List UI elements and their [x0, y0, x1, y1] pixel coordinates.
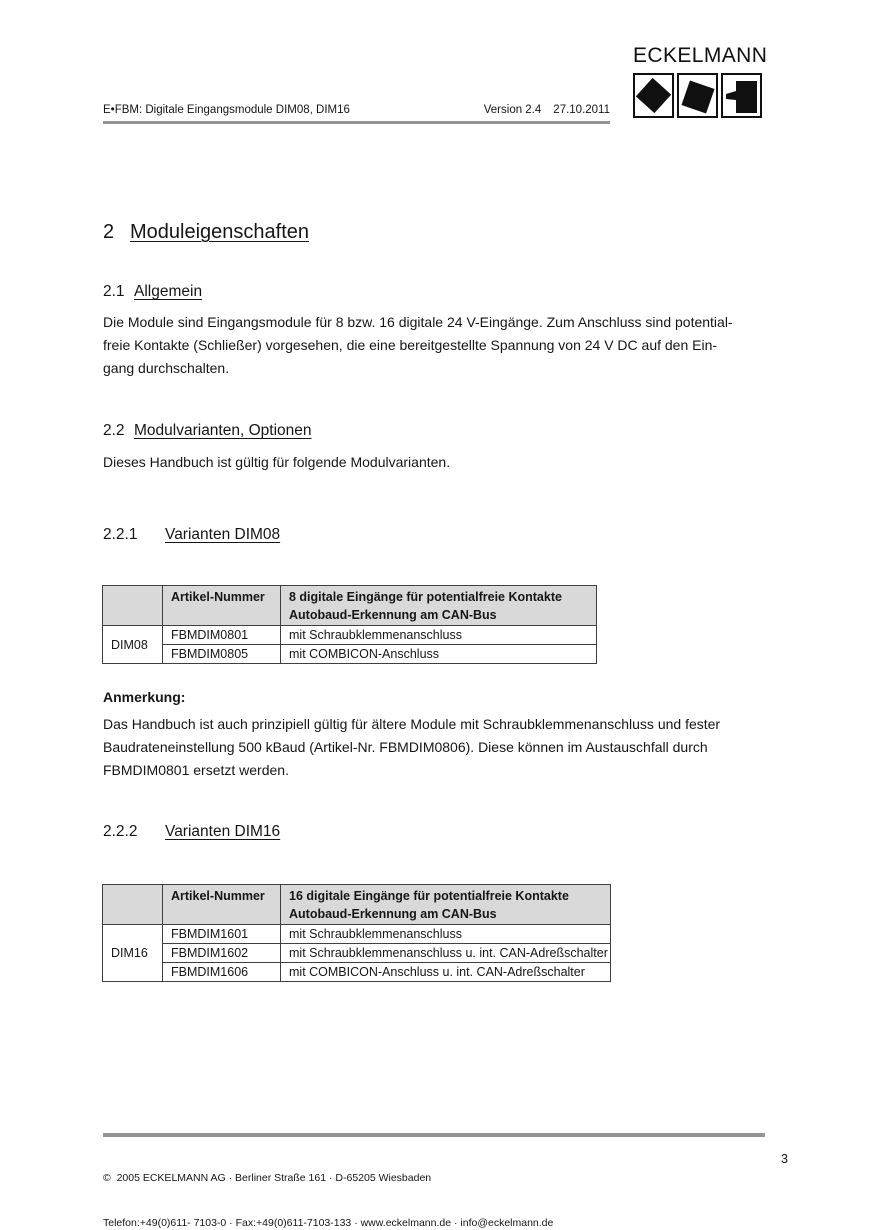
table-description-cell: mit COMBICON-Anschluss	[281, 645, 597, 664]
paragraph-line: Die Module sind Eingangsmodule für 8 bzw. 16 digitale 24 V-Eingänge. Zum Anschluss sind potential-	[103, 314, 733, 330]
heading-allgemein	[103, 282, 202, 302]
footer-rule	[103, 1133, 765, 1137]
logo-squares	[633, 73, 766, 118]
table-group-cell: DIM16	[103, 925, 163, 982]
heading-varianten-dim08	[103, 525, 280, 545]
paragraph-line: freie Kontakte (Schließer) vorgesehen, die eine bereitgestellte Spannung von 24 V DC auf den Ein-	[103, 337, 718, 353]
table-header-line1: 8 digitale Eingänge für potentialfreie Kontakte	[289, 590, 562, 604]
paragraph-line: Baudrateneinstellung 500 kBaud (Artikel-Nr. FBMDIM0806). Diese können im Austauschfall durch	[103, 739, 708, 755]
heading-number: 2	[103, 221, 115, 243]
table-header-empty-cell	[103, 885, 163, 925]
table-article-cell: FBMDIM1601	[163, 925, 281, 944]
logo-wordmark: ECKELMANN	[633, 44, 768, 67]
paragraph-note	[103, 713, 773, 782]
table-header-row	[103, 586, 597, 626]
table-header-line1: 16 digitale Eingänge für potentialfreie Kontakte	[289, 889, 569, 903]
page-number: 3	[781, 1152, 788, 1166]
table-header-empty-cell	[103, 586, 163, 626]
paragraph-allgemein	[103, 311, 773, 380]
heading-modulvarianten	[103, 421, 312, 441]
logo-square-rotated-20-icon	[677, 73, 718, 118]
table-header-description	[281, 586, 597, 626]
table-row	[103, 944, 611, 963]
table-row	[103, 963, 611, 982]
table-header-artikel-nummer: Artikel-Nummer	[163, 586, 281, 626]
table-header-line2: Autobaud-Erkennung am CAN-Bus	[289, 608, 497, 622]
logo-notched-square-icon	[721, 73, 762, 118]
table-header-row	[103, 885, 611, 925]
footer-contact-line: Telefon:+49(0)611- 7103-0 · Fax:+49(0)611-7103-133 · www.eckelmann.de · info@eckelmann.de	[103, 1217, 554, 1229]
paragraph-modulvarianten	[103, 451, 773, 474]
table-dim16-variants	[102, 884, 611, 982]
heading-number: 2.2	[103, 422, 125, 439]
heading-title: Varianten DIM08	[165, 526, 281, 543]
table-row	[103, 626, 597, 645]
header-date: 27.10.2011	[553, 104, 610, 116]
table-group-cell: DIM08	[103, 626, 163, 664]
paragraph-line: FBMDIM0801 ersetzt werden.	[103, 762, 289, 778]
table-description-cell: mit Schraubklemmenanschluss u. int. CAN-Adreßschalter	[281, 944, 611, 963]
table-description-cell: mit Schraubklemmenanschluss	[281, 626, 597, 645]
table-row	[103, 925, 611, 944]
table-description-cell: mit Schraubklemmenanschluss	[281, 925, 611, 944]
table-article-cell: FBMDIM0801	[163, 626, 281, 645]
heading-number: 2.2.1	[103, 526, 138, 543]
table-header-description	[281, 885, 611, 925]
table-article-cell: FBMDIM1602	[163, 944, 281, 963]
table-article-cell: FBMDIM1606	[163, 963, 281, 982]
paragraph-line: gang durchschalten.	[103, 360, 230, 376]
table-dim08-variants	[102, 585, 597, 664]
header-version-block	[484, 104, 610, 116]
footer-address-block	[103, 1141, 553, 1230]
page-header	[103, 104, 610, 116]
heading-number: 2.2.2	[103, 823, 138, 840]
heading-moduleigenschaften	[103, 220, 309, 245]
paragraph-line: Das Handbuch ist auch prinzipiell gültig für ältere Module mit Schraubklemmenanschluss und fester	[103, 716, 721, 732]
table-header-artikel-nummer: Artikel-Nummer	[163, 885, 281, 925]
eckelmann-logo	[633, 44, 766, 118]
heading-number: 2.1	[103, 283, 125, 300]
logo-square-rotated-45-icon	[633, 73, 674, 118]
note-label: Anmerkung:	[103, 689, 186, 705]
heading-title: Varianten DIM16	[165, 823, 281, 840]
heading-title: Allgemein	[134, 283, 203, 300]
table-header-line2: Autobaud-Erkennung am CAN-Bus	[289, 907, 497, 921]
header-doc-title: E•FBM: Digitale Eingangsmodule DIM08, DIM16	[103, 104, 350, 116]
paragraph-line: Dieses Handbuch ist gültig für folgende Modulvarianten.	[103, 454, 451, 470]
table-article-cell: FBMDIM0805	[163, 645, 281, 664]
table-description-cell: mit COMBICON-Anschluss u. int. CAN-Adreßschalter	[281, 963, 611, 982]
heading-title: Moduleigenschaften	[130, 221, 310, 243]
footer-copyright-line: © 2005 ECKELMANN AG · Berliner Straße 161 · D-65205 Wiesbaden	[103, 1172, 432, 1184]
header-version: Version 2.4	[483, 104, 542, 116]
header-rule	[103, 121, 610, 124]
table-row	[103, 645, 597, 664]
heading-title: Modulvarianten, Optionen	[134, 422, 312, 439]
heading-varianten-dim16	[103, 822, 280, 842]
